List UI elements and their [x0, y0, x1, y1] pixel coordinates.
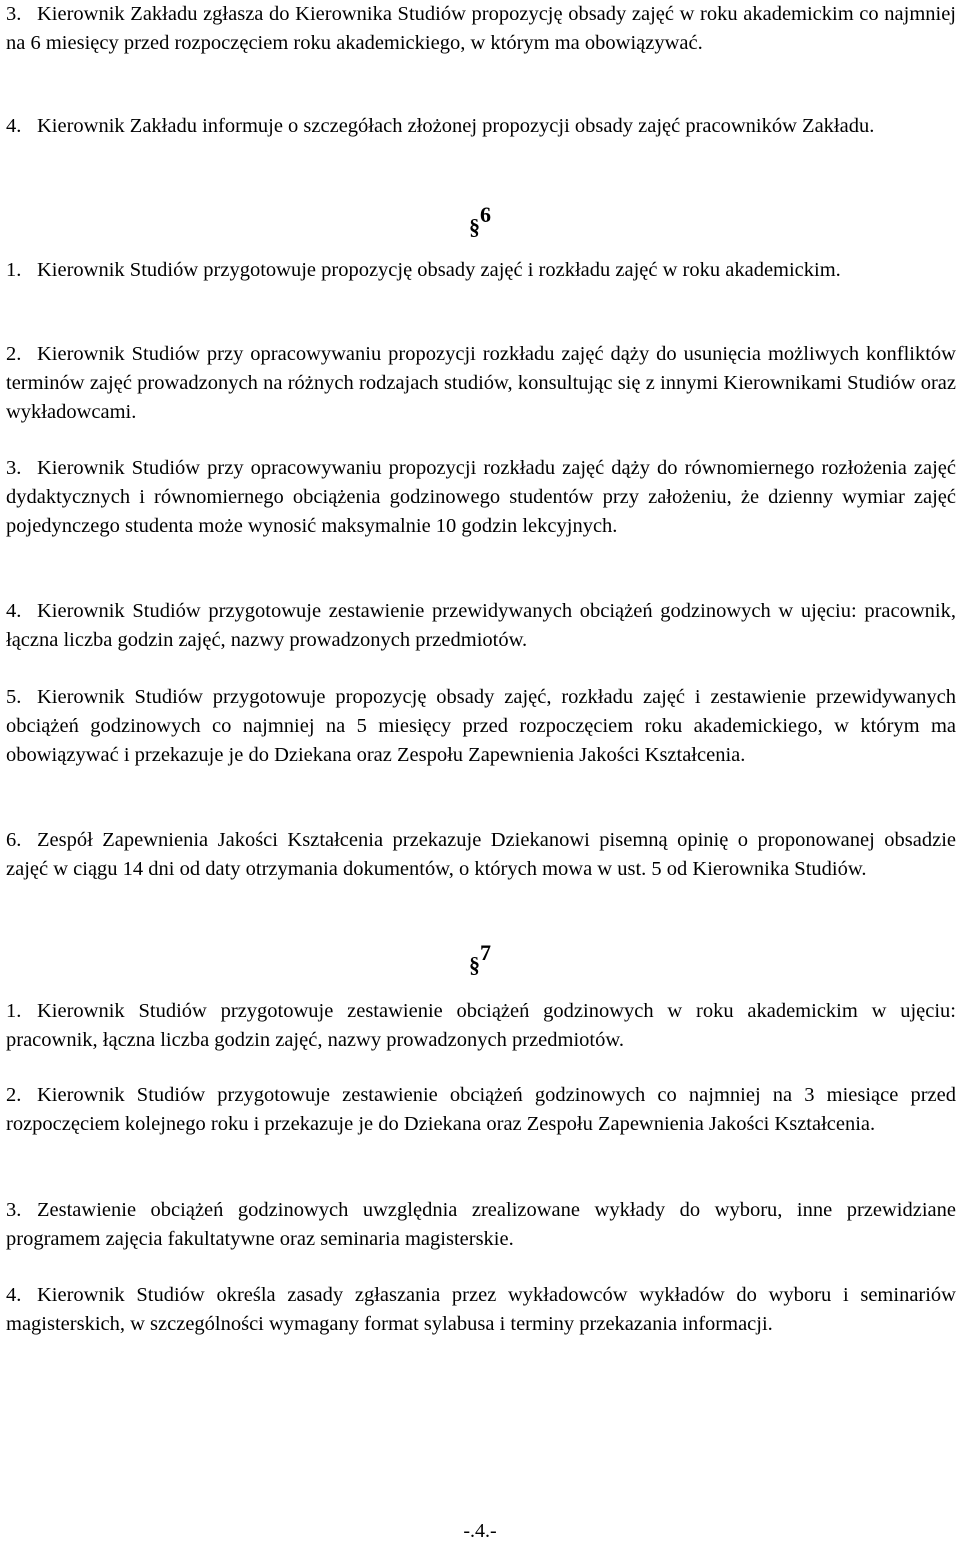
- paragraph-text: Zespół Zapewnienia Jakości Kształcenia przekazuje Dziekanowi pisemną opinię o proponowanej obsadzie zajęć w ciągu 14 dni od daty otrzymania dokumentów, o których mowa w ust. 5 od Kierownika Studiów.: [6, 829, 956, 880]
- section-number: 6: [480, 202, 491, 227]
- paragraph-number: 4.: [6, 1284, 22, 1306]
- paragraph-item: [6, 683, 956, 770]
- paragraph-number: 6.: [6, 829, 22, 851]
- page-number: -.4.-: [463, 1520, 497, 1542]
- paragraph-number: 3.: [6, 3, 22, 25]
- paragraph-item: [6, 112, 956, 141]
- paragraph-number: 2.: [6, 1084, 22, 1106]
- paragraph-number: 1.: [6, 1000, 22, 1022]
- section-symbol: §: [469, 952, 480, 977]
- paragraph-number: 5.: [6, 686, 22, 708]
- paragraph-number: 3.: [6, 1199, 22, 1221]
- paragraph-item: [6, 454, 956, 541]
- paragraph-item: [6, 826, 956, 884]
- paragraph-text: Kierownik Studiów określa zasady zgłaszania przez wykładowców wykładów do wyboru i seminariów magisterskich, w szczególności wymagany format sylabusa i terminy przekazania informacji.: [6, 1284, 956, 1335]
- paragraph-item: [6, 1081, 956, 1139]
- paragraph-text: Zestawienie obciążeń godzinowych uwzględnia zrealizowane wykłady do wyboru, inne przewidziane programem zajęcia fakultatywne oraz seminaria magisterskie.: [6, 1199, 956, 1250]
- paragraph-text: Kierownik Studiów przygotowuje propozycję obsady zajęć, rozkładu zajęć i zestawienie przewidywanych obciążeń godzinowych co najmniej na 5 miesięcy przed rozpoczęciem roku akademickiego, w którym ma obowiązywać i przekazuje je do Dziekana oraz Zespołu Zapewnienia Jakości Kształcenia.: [6, 686, 956, 766]
- paragraph-text: Kierownik Studiów przygotowuje zestawienie obciążeń godzinowych co najmniej na 3 miesiące przed rozpoczęciem kolejnego roku i przekazuje je do Dziekana oraz Zespołu Zapewnienia Jakości Kształcenia.: [6, 1084, 956, 1135]
- paragraph-item: [6, 1196, 956, 1254]
- paragraph-number: 3.: [6, 457, 22, 479]
- paragraph-text: Kierownik Studiów przy opracowywaniu propozycji rozkładu zajęć dąży do równomiernego rozłożenia zajęć dydaktycznych i równomiernego obciążenia godzinowego studentów przy założeniu, że dzienny wymiar zajęć pojedynczego studenta może wynosić maksymalnie 10 godzin lekcyjnych.: [6, 457, 956, 537]
- paragraph-item: [6, 0, 956, 58]
- paragraph-item: [6, 997, 956, 1055]
- paragraph-item: [6, 256, 956, 285]
- paragraph-item: [6, 1281, 956, 1339]
- paragraph-item: [6, 597, 956, 655]
- paragraph-number: 4.: [6, 115, 22, 137]
- section-number: 7: [480, 940, 491, 965]
- section-symbol: §: [469, 214, 480, 239]
- paragraph-number: 2.: [6, 343, 22, 365]
- paragraph-number: 1.: [6, 259, 22, 281]
- paragraph-text: Kierownik Studiów przygotowuje zestawienie obciążeń godzinowych w roku akademickim w ujęciu: pracownik, łączna liczba godzin zajęć, nazwy prowadzonych przedmiotów.: [6, 1000, 956, 1051]
- paragraph-item: [6, 340, 956, 427]
- paragraph-text: Kierownik Zakładu informuje o szczegółach złożonej propozycji obsady zajęć pracowników Zakładu.: [37, 115, 875, 137]
- paragraph-number: 4.: [6, 600, 22, 622]
- paragraph-text: Kierownik Zakładu zgłasza do Kierownika Studiów propozycję obsady zajęć w roku akademickim co najmniej na 6 miesięcy przed rozpoczęciem roku akademickiego, w którym ma obowiązywać.: [6, 3, 956, 54]
- section-heading-7: [0, 938, 960, 977]
- paragraph-text: Kierownik Studiów przy opracowywaniu propozycji rozkładu zajęć dąży do usunięcia możliwych konfliktów terminów zajęć prowadzonych na różnych rodzajach studiów, konsultując się z innymi Kierownikami Studiów oraz wykładowcami.: [6, 343, 956, 423]
- paragraph-text: Kierownik Studiów przygotowuje zestawienie przewidywanych obciążeń godzinowych w ujęciu: pracownik, łączna liczba godzin zajęć, nazwy prowadzonych przedmiotów.: [6, 600, 956, 651]
- paragraph-text: Kierownik Studiów przygotowuje propozycję obsady zajęć i rozkładu zajęć w roku akademickim.: [37, 259, 841, 281]
- section-heading-6: [0, 200, 960, 239]
